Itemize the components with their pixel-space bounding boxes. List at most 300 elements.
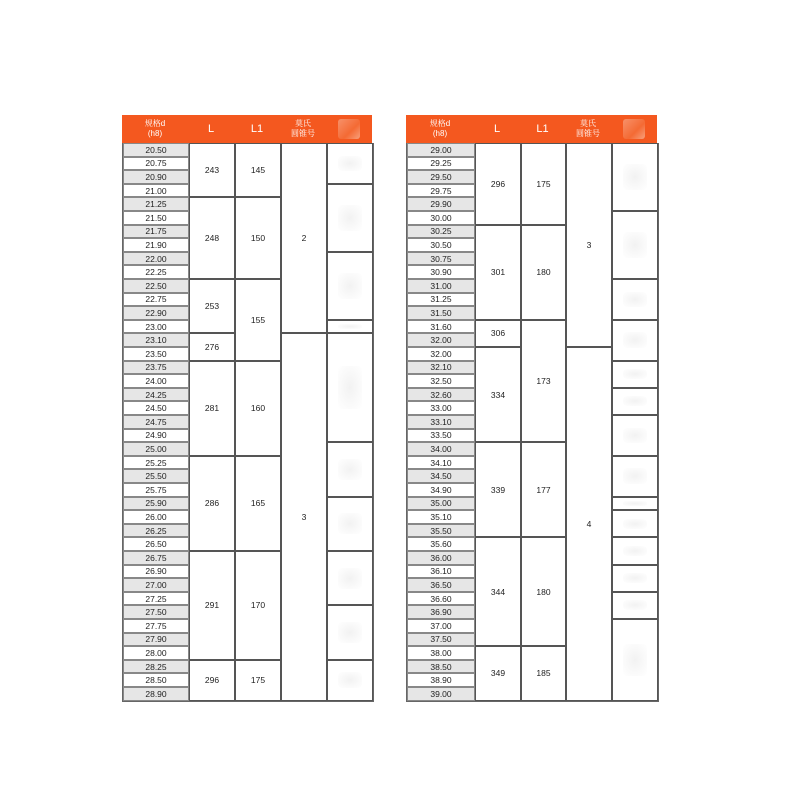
spec-d-cell-value: 32.60 bbox=[430, 389, 452, 400]
spec-d-cell bbox=[123, 320, 189, 334]
spec-d-cell-value: 25.00 bbox=[145, 443, 167, 454]
spec-d-cell bbox=[407, 429, 475, 443]
product-image-cell bbox=[327, 442, 373, 496]
product-photo-icon bbox=[623, 232, 647, 258]
length-L-cell-value: 291 bbox=[204, 600, 220, 611]
length-L-cell bbox=[475, 143, 521, 225]
spec-d-cell-value: 29.50 bbox=[430, 171, 452, 182]
spec-d-cell-value: 30.90 bbox=[430, 267, 452, 278]
length-L-cell-value: 334 bbox=[490, 389, 506, 400]
length-L1-cell-value: 173 bbox=[536, 375, 551, 386]
spec-d-cell-value: 34.50 bbox=[430, 471, 452, 482]
spec-d-cell bbox=[123, 619, 189, 633]
length-L1-cell-value: 160 bbox=[250, 403, 266, 414]
header-product-image bbox=[611, 115, 657, 143]
length-L1-cell bbox=[235, 551, 281, 660]
length-L-cell-value: 296 bbox=[204, 675, 220, 686]
spec-d-cell bbox=[407, 524, 475, 538]
spec-d-cell bbox=[407, 565, 475, 579]
spec-d-cell bbox=[123, 456, 189, 470]
spec-d-cell-value: 33.50 bbox=[430, 430, 452, 441]
spec-d-cell-value: 27.25 bbox=[145, 593, 167, 604]
product-photo-icon bbox=[338, 205, 362, 231]
length-L1-cell bbox=[235, 660, 281, 701]
product-image-cell bbox=[612, 592, 658, 619]
spec-d-cell-value: 31.25 bbox=[430, 294, 452, 305]
spec-d-cell-value: 27.00 bbox=[145, 579, 167, 590]
spec-d-cell-value: 31.00 bbox=[430, 280, 452, 291]
header-morse-taper bbox=[565, 115, 611, 143]
product-image-cell bbox=[612, 320, 658, 361]
product-photo-icon bbox=[338, 568, 362, 589]
spec-d-cell bbox=[123, 592, 189, 606]
spec-d-cell-value: 30.25 bbox=[430, 226, 452, 237]
product-image-cell bbox=[612, 279, 658, 320]
spec-d-cell bbox=[407, 673, 475, 687]
length-L1-cell bbox=[521, 143, 566, 225]
spec-d-cell-value: 35.50 bbox=[430, 525, 452, 536]
spec-d-cell bbox=[123, 687, 189, 701]
product-image-cell bbox=[327, 252, 373, 320]
spec-d-cell-value: 23.50 bbox=[145, 348, 167, 359]
header-morse-line2: 圆锥号 bbox=[576, 129, 600, 138]
length-L-cell bbox=[475, 537, 521, 646]
product-photo-icon bbox=[338, 622, 362, 643]
length-L1-cell bbox=[521, 646, 566, 700]
spec-d-cell-value: 34.00 bbox=[430, 443, 452, 454]
morse-taper-cell bbox=[566, 347, 612, 701]
spec-d-cell bbox=[123, 551, 189, 565]
product-photo-icon bbox=[623, 428, 647, 444]
product-image-cell bbox=[612, 497, 658, 511]
header-L-label: L bbox=[207, 123, 215, 135]
product-image-cell bbox=[327, 551, 373, 605]
spec-d-cell-value: 21.25 bbox=[145, 199, 167, 210]
spec-d-cell-value: 23.00 bbox=[145, 321, 167, 332]
spec-d-cell bbox=[407, 442, 475, 456]
spec-d-cell bbox=[123, 225, 189, 239]
spec-d-cell bbox=[123, 252, 189, 266]
length-L-cell bbox=[475, 320, 521, 347]
length-L-cell-value: 349 bbox=[490, 668, 506, 679]
spec-d-cell-value: 24.90 bbox=[145, 430, 167, 441]
spec-d-cell-value: 39.00 bbox=[430, 688, 452, 699]
spec-d-cell bbox=[123, 143, 189, 157]
spec-d-cell bbox=[407, 388, 475, 402]
length-L1-cell-value: 165 bbox=[250, 498, 266, 509]
spec-d-cell bbox=[123, 401, 189, 415]
spec-d-cell-value: 22.50 bbox=[145, 280, 167, 291]
length-L-cell-value: 248 bbox=[204, 233, 220, 244]
spec-d-cell-value: 37.00 bbox=[430, 620, 452, 631]
header-L bbox=[474, 115, 520, 143]
spec-d-cell bbox=[123, 442, 189, 456]
header-morse-line2: 圆锥号 bbox=[291, 129, 315, 138]
length-L-cell-value: 243 bbox=[204, 165, 220, 176]
spec-d-cell bbox=[407, 225, 475, 239]
length-L-cell bbox=[189, 333, 235, 360]
header-morse-line1: 莫氏 bbox=[580, 119, 596, 128]
length-L-cell bbox=[475, 646, 521, 700]
length-L-cell bbox=[475, 442, 521, 537]
product-image-cell bbox=[612, 211, 658, 279]
length-L1-cell bbox=[521, 320, 566, 442]
length-L1-cell-value: 175 bbox=[536, 178, 551, 189]
spec-d-cell-value: 38.50 bbox=[430, 661, 452, 672]
spec-d-cell bbox=[407, 510, 475, 524]
spec-d-cell bbox=[407, 157, 475, 171]
spec-d-cell bbox=[407, 415, 475, 429]
spec-d-cell bbox=[407, 265, 475, 279]
morse-taper-cell bbox=[281, 333, 327, 700]
morse-taper-cell-value: 3 bbox=[586, 240, 592, 250]
spec-d-cell bbox=[123, 497, 189, 511]
product-photo-icon bbox=[623, 369, 647, 379]
right-table-body bbox=[406, 143, 659, 702]
spec-d-cell bbox=[123, 184, 189, 198]
product-image-cell bbox=[327, 660, 373, 701]
spec-d-cell-value: 35.00 bbox=[430, 498, 452, 509]
spec-d-cell-value: 22.75 bbox=[145, 294, 167, 305]
spec-d-cell-value: 35.10 bbox=[430, 511, 452, 522]
spec-d-cell-value: 25.75 bbox=[145, 484, 167, 495]
spec-d-cell-value: 28.25 bbox=[145, 661, 167, 672]
spec-d-cell-value: 21.00 bbox=[145, 185, 167, 196]
spec-d-cell bbox=[123, 673, 189, 687]
header-L-label: L bbox=[493, 123, 501, 135]
length-L-cell-value: 286 bbox=[204, 498, 220, 509]
header-spec-d bbox=[406, 115, 474, 143]
spec-d-cell bbox=[407, 293, 475, 307]
spec-d-cell bbox=[407, 497, 475, 511]
product-image-icon bbox=[338, 119, 360, 139]
spec-d-cell-value: 30.75 bbox=[430, 253, 452, 264]
product-photo-icon bbox=[338, 672, 362, 688]
product-photo-icon bbox=[623, 519, 647, 529]
spec-d-cell-value: 38.90 bbox=[430, 675, 452, 686]
product-image-cell bbox=[612, 565, 658, 592]
length-L-cell-value: 339 bbox=[490, 484, 506, 495]
spec-d-cell-value: 24.00 bbox=[145, 375, 167, 386]
spec-d-cell bbox=[407, 551, 475, 565]
header-morse-taper bbox=[280, 115, 326, 143]
spec-d-cell-value: 25.50 bbox=[145, 471, 167, 482]
spec-d-cell-value: 28.00 bbox=[145, 647, 167, 658]
spec-d-cell bbox=[123, 469, 189, 483]
length-L1-cell-value: 177 bbox=[536, 484, 551, 495]
spec-d-cell bbox=[407, 320, 475, 334]
length-L-cell bbox=[189, 660, 235, 701]
spec-d-cell bbox=[123, 646, 189, 660]
product-image-icon bbox=[623, 119, 645, 139]
spec-d-cell-value: 30.00 bbox=[430, 212, 452, 223]
length-L1-cell bbox=[521, 537, 566, 646]
length-L1-cell-value: 175 bbox=[250, 675, 266, 686]
spec-d-cell-value: 27.75 bbox=[145, 620, 167, 631]
spec-d-cell bbox=[123, 279, 189, 293]
product-photo-icon bbox=[623, 644, 647, 676]
spec-d-cell-value: 20.90 bbox=[145, 171, 167, 182]
spec-d-cell-value: 32.00 bbox=[430, 348, 452, 359]
spec-d-cell bbox=[407, 578, 475, 592]
length-L1-cell bbox=[235, 143, 281, 197]
spec-d-cell-value: 29.25 bbox=[430, 158, 452, 169]
spec-d-cell-value: 38.00 bbox=[430, 647, 452, 658]
spec-d-cell bbox=[123, 347, 189, 361]
spec-d-cell-value: 23.10 bbox=[145, 335, 167, 346]
spec-d-cell bbox=[123, 361, 189, 375]
spec-d-cell bbox=[123, 429, 189, 443]
spec-d-cell bbox=[123, 170, 189, 184]
header-product-image bbox=[326, 115, 372, 143]
spec-d-cell bbox=[407, 361, 475, 375]
spec-d-cell bbox=[407, 252, 475, 266]
spec-d-cell-value: 27.50 bbox=[145, 607, 167, 618]
length-L-cell bbox=[189, 456, 235, 551]
spec-d-cell bbox=[407, 660, 475, 674]
product-photo-icon bbox=[623, 292, 647, 308]
header-L1 bbox=[520, 115, 565, 143]
spec-d-cell bbox=[407, 197, 475, 211]
product-image-cell bbox=[612, 415, 658, 456]
spec-d-cell bbox=[407, 537, 475, 551]
spec-d-cell-value: 36.00 bbox=[430, 552, 452, 563]
header-spec-line1: 规格d bbox=[144, 119, 166, 128]
morse-taper-cell bbox=[566, 143, 612, 347]
spec-d-cell bbox=[407, 401, 475, 415]
spec-d-cell-value: 30.50 bbox=[430, 239, 452, 250]
spec-d-cell-value: 34.90 bbox=[430, 484, 452, 495]
spec-d-cell-value: 29.75 bbox=[430, 185, 452, 196]
spec-d-cell bbox=[407, 211, 475, 225]
product-photo-icon bbox=[338, 156, 362, 172]
product-photo-icon bbox=[623, 332, 647, 348]
spec-d-cell bbox=[123, 537, 189, 551]
spec-d-cell bbox=[123, 238, 189, 252]
product-image-cell bbox=[612, 388, 658, 415]
spec-d-cell bbox=[407, 592, 475, 606]
spec-d-cell-value: 26.50 bbox=[145, 539, 167, 550]
product-photo-icon bbox=[623, 573, 647, 583]
length-L1-cell-value: 155 bbox=[250, 314, 266, 325]
length-L1-cell bbox=[235, 197, 281, 279]
product-image-cell bbox=[612, 510, 658, 537]
product-photo-icon bbox=[338, 513, 362, 534]
spec-d-cell bbox=[123, 374, 189, 388]
spec-d-cell-value: 28.50 bbox=[145, 675, 167, 686]
product-photo-icon bbox=[623, 164, 647, 190]
length-L-cell-value: 301 bbox=[490, 267, 506, 278]
spec-d-cell-value: 24.25 bbox=[145, 389, 167, 400]
spec-d-cell bbox=[407, 605, 475, 619]
spec-d-cell-value: 31.50 bbox=[430, 307, 452, 318]
length-L1-cell-value: 180 bbox=[536, 586, 551, 597]
product-photo-icon bbox=[623, 600, 647, 610]
spec-d-cell bbox=[123, 306, 189, 320]
product-photo-icon bbox=[338, 366, 362, 409]
length-L-cell bbox=[475, 225, 521, 320]
spec-d-cell-value: 27.90 bbox=[145, 634, 167, 645]
length-L-cell-value: 306 bbox=[490, 328, 506, 339]
product-image-cell bbox=[612, 143, 658, 211]
spec-d-cell bbox=[407, 483, 475, 497]
left-table-body bbox=[122, 143, 374, 702]
morse-taper-cell-value: 4 bbox=[586, 518, 592, 529]
length-L-cell bbox=[189, 197, 235, 279]
spec-d-cell bbox=[123, 605, 189, 619]
spec-d-cell bbox=[123, 415, 189, 429]
right-table-header bbox=[406, 115, 657, 143]
spec-d-cell-value: 37.50 bbox=[430, 634, 452, 645]
left-table-header bbox=[122, 115, 372, 143]
spec-d-cell-value: 22.90 bbox=[145, 307, 167, 318]
header-morse-line1: 莫氏 bbox=[295, 119, 311, 128]
length-L1-cell-value: 170 bbox=[250, 600, 266, 611]
header-L1-label: L1 bbox=[250, 123, 264, 135]
spec-d-cell bbox=[407, 619, 475, 633]
spec-d-cell-value: 32.50 bbox=[430, 375, 452, 386]
spec-d-cell-value: 29.90 bbox=[430, 199, 452, 210]
spec-d-cell bbox=[407, 143, 475, 157]
spec-d-cell-value: 28.90 bbox=[145, 688, 167, 699]
spec-d-cell bbox=[123, 211, 189, 225]
spec-d-cell bbox=[407, 456, 475, 470]
product-photo-icon bbox=[338, 273, 362, 299]
spec-d-cell-value: 26.25 bbox=[145, 525, 167, 536]
length-L1-cell-value: 145 bbox=[250, 165, 266, 176]
morse-taper-cell-value: 3 bbox=[301, 511, 307, 522]
product-image-cell bbox=[612, 456, 658, 497]
spec-d-cell-value: 23.75 bbox=[145, 362, 167, 373]
spec-d-cell-value: 36.60 bbox=[430, 593, 452, 604]
spec-d-cell bbox=[407, 306, 475, 320]
product-photo-icon bbox=[623, 468, 647, 484]
spec-d-cell bbox=[407, 333, 475, 347]
spec-d-cell bbox=[407, 633, 475, 647]
length-L-cell-value: 281 bbox=[204, 403, 220, 414]
length-L1-cell-value: 150 bbox=[250, 233, 266, 244]
product-image-cell bbox=[327, 320, 373, 334]
product-photo-icon bbox=[623, 501, 647, 506]
spec-d-cell bbox=[123, 197, 189, 211]
spec-d-cell-value: 29.00 bbox=[430, 144, 452, 155]
product-photo-icon bbox=[338, 459, 362, 480]
length-L-cell bbox=[189, 361, 235, 456]
header-L1-label: L1 bbox=[536, 123, 549, 135]
spec-d-cell bbox=[407, 374, 475, 388]
spec-d-cell bbox=[123, 633, 189, 647]
product-image-cell bbox=[327, 184, 373, 252]
header-spec-line2: (h8) bbox=[432, 129, 448, 138]
spec-d-cell bbox=[123, 293, 189, 307]
length-L1-cell bbox=[521, 225, 566, 320]
header-spec-d bbox=[122, 115, 188, 143]
spec-d-cell-value: 32.10 bbox=[430, 362, 452, 373]
product-image-cell bbox=[612, 361, 658, 388]
spec-d-cell bbox=[407, 184, 475, 198]
spec-d-cell-value: 34.10 bbox=[430, 457, 452, 468]
length-L1-cell bbox=[235, 456, 281, 551]
header-spec-line1: 规格d bbox=[429, 119, 451, 128]
spec-d-cell-value: 32.00 bbox=[430, 335, 452, 346]
spec-d-cell bbox=[123, 388, 189, 402]
spec-d-cell bbox=[407, 279, 475, 293]
product-photo-icon bbox=[338, 324, 362, 329]
spec-d-cell bbox=[123, 265, 189, 279]
morse-taper-cell-value: 2 bbox=[301, 233, 307, 244]
spec-d-cell-value: 31.60 bbox=[430, 321, 452, 332]
spec-d-cell bbox=[123, 578, 189, 592]
spec-d-cell-value: 22.00 bbox=[145, 253, 167, 264]
morse-taper-cell bbox=[281, 143, 327, 333]
spec-d-cell-value: 33.00 bbox=[430, 403, 452, 414]
spec-d-cell-value: 36.10 bbox=[430, 566, 452, 577]
product-photo-icon bbox=[623, 546, 647, 556]
length-L-cell bbox=[189, 279, 235, 333]
spec-d-cell-value: 26.00 bbox=[145, 511, 167, 522]
spec-d-cell-value: 26.90 bbox=[145, 566, 167, 577]
length-L1-cell-value: 185 bbox=[536, 668, 551, 679]
spec-d-cell-value: 21.75 bbox=[145, 226, 167, 237]
length-L-cell-value: 276 bbox=[204, 341, 220, 352]
spec-d-cell bbox=[123, 510, 189, 524]
spec-d-cell bbox=[123, 483, 189, 497]
spec-d-cell bbox=[407, 469, 475, 483]
spec-d-cell-value: 25.90 bbox=[145, 498, 167, 509]
spec-d-cell-value: 20.75 bbox=[145, 158, 167, 169]
product-image-cell bbox=[327, 605, 373, 659]
spec-d-cell-value: 25.25 bbox=[145, 457, 167, 468]
length-L-cell bbox=[475, 347, 521, 442]
spec-d-cell-value: 36.90 bbox=[430, 607, 452, 618]
length-L-cell-value: 344 bbox=[490, 586, 506, 597]
length-L1-cell bbox=[521, 442, 566, 537]
header-spec-line2: (h8) bbox=[147, 129, 163, 138]
spec-d-cell bbox=[123, 333, 189, 347]
spec-d-cell bbox=[123, 565, 189, 579]
spec-d-cell-value: 21.50 bbox=[145, 212, 167, 223]
product-image-cell bbox=[327, 497, 373, 551]
header-L1 bbox=[234, 115, 280, 143]
spec-d-cell-value: 22.25 bbox=[145, 267, 167, 278]
length-L-cell-value: 296 bbox=[490, 178, 506, 189]
spec-d-cell-value: 33.10 bbox=[430, 416, 452, 427]
product-photo-icon bbox=[623, 396, 647, 406]
spec-d-cell-value: 36.50 bbox=[430, 579, 452, 590]
product-image-cell bbox=[327, 333, 373, 442]
spec-d-cell-value: 35.60 bbox=[430, 539, 452, 550]
length-L-cell bbox=[189, 143, 235, 197]
spec-d-cell bbox=[407, 238, 475, 252]
spec-d-cell-value: 20.50 bbox=[145, 144, 167, 155]
spec-d-cell bbox=[123, 524, 189, 538]
length-L1-cell bbox=[235, 279, 281, 361]
spec-d-cell-value: 24.50 bbox=[145, 403, 167, 414]
spec-d-cell bbox=[123, 660, 189, 674]
spec-d-cell bbox=[123, 157, 189, 171]
product-image-cell bbox=[327, 143, 373, 184]
spec-d-cell-value: 24.75 bbox=[145, 416, 167, 427]
spec-d-cell bbox=[407, 347, 475, 361]
spec-d-cell-value: 26.75 bbox=[145, 552, 167, 563]
spec-d-cell bbox=[407, 170, 475, 184]
length-L-cell bbox=[189, 551, 235, 660]
spec-d-cell-value: 21.90 bbox=[145, 239, 167, 250]
product-image-cell bbox=[612, 537, 658, 564]
product-image-cell bbox=[612, 619, 658, 701]
spec-d-cell bbox=[407, 687, 475, 701]
header-L bbox=[188, 115, 234, 143]
